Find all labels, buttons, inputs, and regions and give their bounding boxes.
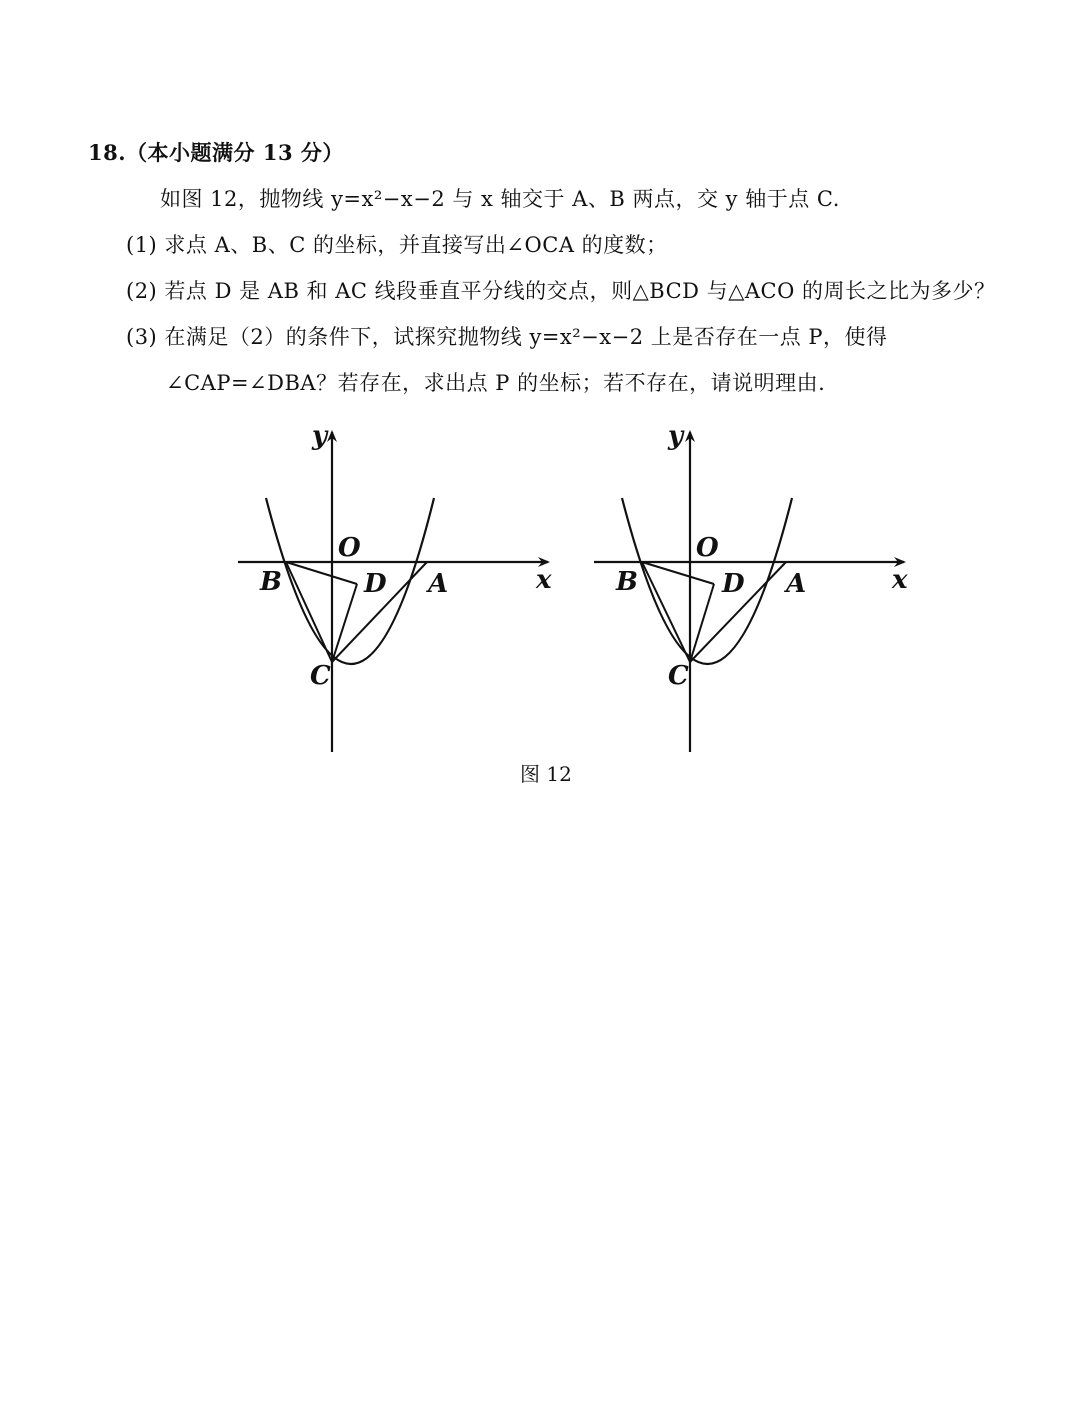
label-d: D: [364, 569, 387, 599]
segment-bc: [286, 562, 332, 662]
segment-bc: [642, 562, 690, 662]
question-part-1: (1) 求点 A、B、C 的坐标，并直接写出∠OCA 的度数；: [126, 233, 668, 257]
parabola-diagram-left: [230, 420, 570, 760]
label-y: y: [312, 421, 328, 451]
label-c: C: [310, 661, 331, 691]
question-part-3-line-1: (3) 在满足（2）的条件下，试探究抛物线 y=x²−x−2 上是否存在一点 P，使得: [126, 325, 888, 349]
segment-bd: [642, 562, 714, 584]
label-b: B: [260, 567, 282, 597]
label-o: O: [696, 533, 719, 563]
label-a: A: [428, 569, 449, 599]
label-b: B: [616, 567, 638, 597]
parabola-diagram-right: [586, 420, 926, 760]
question-header: 18.（本小题满分 13 分）: [88, 140, 344, 165]
segment-bd: [286, 562, 357, 584]
figure-caption: 图 12: [520, 762, 572, 786]
figure-left: [230, 420, 570, 760]
figure-right: [586, 420, 926, 760]
label-y: y: [668, 421, 684, 451]
label-o: O: [338, 533, 361, 563]
question-part-3-line-2: ∠CAP=∠DBA？若存在，求出点 P 的坐标；若不存在，请说明理由.: [166, 371, 826, 395]
label-d: D: [722, 569, 745, 599]
label-a: A: [786, 569, 807, 599]
label-x: x: [536, 565, 552, 595]
segment-cd: [332, 584, 357, 662]
label-x: x: [892, 565, 908, 595]
label-c: C: [668, 661, 689, 691]
question-stem: 如图 12，抛物线 y=x²−x−2 与 x 轴交于 A、B 两点，交 y 轴于点 C.: [160, 187, 840, 211]
question-part-2: (2) 若点 D 是 AB 和 AC 线段垂直平分线的交点，则△BCD 与△ACO 的周长之比为多少？: [126, 279, 996, 303]
